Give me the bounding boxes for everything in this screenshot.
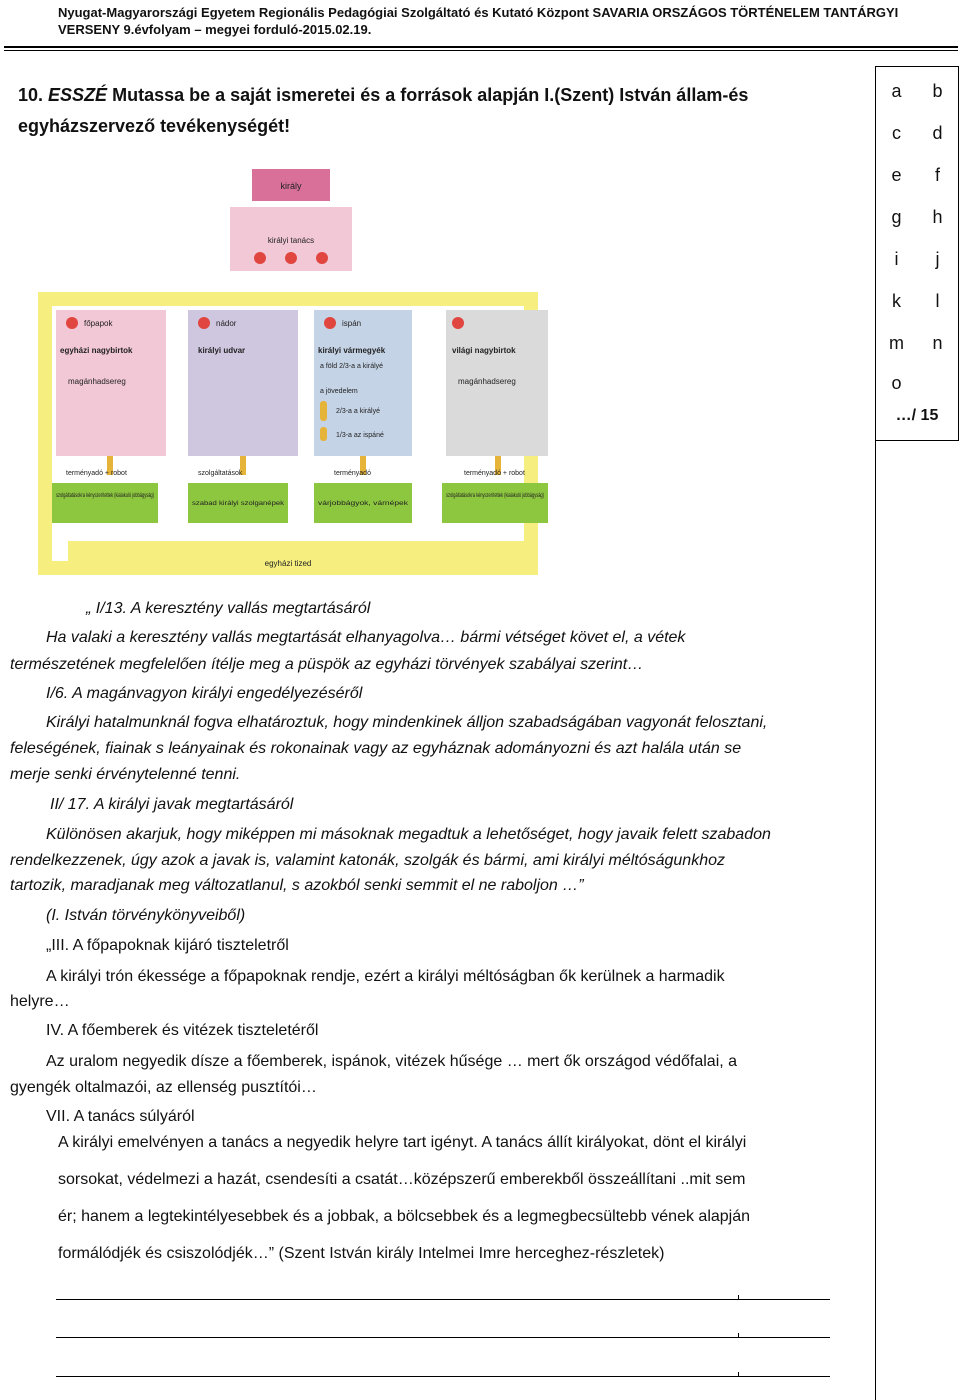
source-3-line: tartozik, maradjanak meg változatlanul, s azokból senki semmit el ne raboljon …” [10,877,584,894]
szabad-label: szabad királyi szolganépek [192,500,285,507]
score-cell: i [894,249,899,269]
kiralyi-varmegyek-label: királyi vármegyék [318,346,386,355]
task-title [18,80,856,142]
score-row [876,333,958,354]
score-cell: o [891,373,902,393]
kiraly-label: király [280,181,302,191]
jovedelem-label: a jövedelem [320,388,358,395]
score-cell: e [891,165,902,185]
score-cell: b [932,81,943,101]
task-text-2: egyházszervező tevékenységét! [18,116,291,136]
source-3-reference: (I. István törvénykönyveiből) [46,907,246,924]
fold-label: a föld 2/3-a a királyé [320,363,384,370]
source-2-line: feleségének, fiainak s leányainak és rokonainak vagy az egyháznak adományozni és azt halála után se [10,740,742,757]
header-rule [4,46,958,48]
source-6-line: sorsokat, védelmezi a hazát, csendesíti a csatát…középszerű emberekből összeállítani ..mit sem [58,1171,746,1188]
nador-label: nádor [216,319,237,328]
score-total: …/ 15 [895,407,939,424]
source-2-title: I/6. A magánvagyon királyi engedélyezéséről [46,685,363,702]
source-5-line: Az uralom negyedik dísze a főemberek, ispánok, vitézek hűsége … mert ők országod védőfalai, a [46,1053,738,1070]
score-cell: f [934,165,940,185]
score-column-line [875,440,876,1400]
answer-line-tick [738,1295,739,1300]
score-cell [917,373,958,394]
score-row [876,123,958,144]
fopapok-label: főpapok [84,319,113,328]
kiralyi-udvar-label: királyi udvar [198,346,246,355]
source-4-title: „III. A főpapoknak kijáró tiszteletről [46,937,289,954]
score-cell: m [889,333,904,353]
score-cell: h [932,207,943,227]
coin-icon [320,427,327,441]
green-box [442,483,548,523]
ispan-dot [324,317,336,329]
source-3-title: II/ 17. A királyi javak megtartásáról [50,796,294,813]
source-6-title: VII. A tanács súlyáról [46,1108,195,1125]
maganhadsereg-label-2: magánhadsereg [458,377,516,386]
score-cell: j [935,249,940,269]
score-box [875,66,959,441]
score-cell: g [891,207,902,227]
council-dot [285,252,297,264]
score-cell: l [935,291,940,311]
kiralyi-tanacs-label: királyi tanács [267,236,315,245]
task-label: ESSZÉ [48,85,108,105]
state-structure-diagram [38,165,554,579]
nador-dot [198,317,210,329]
varjobbagyok-label: várjobbágyok, várnépek [318,500,409,507]
yellow-band-top [38,292,538,306]
header-line-1: Nyugat-Magyarországi Egyetem Regionális Pedagógiai Szolgáltató és Kutató Központ SAVARIA ORSZÁGOS TÖRTÉNELEM TANTÁRGYI [58,5,899,20]
szolg-label-1: szolgáltatásokra kényszerítettek (kialakuló jobbágyság) [56,492,154,499]
task-number: 10. [18,85,44,105]
score-row [876,81,958,102]
termenyado-robot-label-2: terményadó + robot [464,470,525,477]
vilagi-nagybirtok-label: világi nagybirtok [452,346,516,355]
score-cell: n [932,333,943,353]
source-2-line: Királyi hatalmunknál fogva elhatároztuk, hogy mindenkinek álljon szabadságában vagyonát felosztani, [46,714,768,731]
egyharmad-label: 1/3-a az ispáné [336,432,384,439]
vilagi-dot [452,317,464,329]
answer-line[interactable] [56,1337,830,1338]
ketharmad-label: 2/3-a a királyé [336,408,380,415]
source-5-line: gyengék oltalmazói, az ellenség pusztítói… [10,1079,317,1096]
source-4-line: A királyi trón ékessége a főpapoknak rendje, ezért a királyi méltóságban ők kerülnek a harmadik [46,968,725,985]
ispan-label: ispán [342,319,362,328]
coin-icon [320,401,327,421]
answer-line-tick [738,1333,739,1338]
task-text-1: Mutassa be a saját ismeretei és a források alapján I.(Szent) István állam-és [107,85,749,105]
termenyado-robot-label-1: terményadó + robot [66,470,127,477]
egyhazi-nagybirtok-label: egyházi nagybirtok [60,346,133,355]
score-cell: a [891,81,902,101]
answer-line[interactable] [56,1376,830,1377]
council-dot [316,252,328,264]
source-1-line: Ha valaki a keresztény vallás megtartását elhanyagolva… bármi vétséget követ el, a vétek [46,629,686,646]
source-2-line: merje senki érvénytelenné tenni. [10,766,241,783]
yellow-band-left [38,292,52,575]
termenyado-label: terményadó [334,470,371,477]
score-row [876,207,958,228]
header-rule-thin [4,50,958,51]
source-6-line: ér; hanem a legtekintélyesebbek és a jobbak, a bölcsebbek és a legmegbecsültebb vének alapján [58,1208,751,1225]
source-6-line: A királyi emelvényen a tanács a negyedik helyre tart igényt. A tanács állít királyokat, dönt el királyi [58,1134,747,1151]
source-1-line: természetének megfelelően ítélje meg a püspök az egyházi törvények szabályai szerint… [10,656,644,673]
score-row [876,373,958,394]
maganhadsereg-label-1: magánhadsereg [68,377,126,386]
yellow-tithe-band [68,541,528,561]
score-cell: k [892,291,901,311]
score-cell: d [932,123,943,143]
source-3-line: rendelkezzenek, úgy azok a javak is, valamint katonák, szolgák és bármi, ami királyi méltóságunkhoz [10,852,725,869]
source-5-title: IV. A főemberek és vitézek tiszteletéről [46,1022,319,1039]
header-line-2: VERSENY 9.évfolyam – megyei forduló-2015.02.19. [58,22,372,37]
szolg-label-2: szolgáltatásokra kényszerítettek (kialakuló jobbágyság) [446,492,544,499]
score-row [876,291,958,312]
green-box [52,483,158,523]
score-row [876,249,958,270]
nador-panel [188,310,298,456]
source-1-title: „ I/13. A keresztény vallás megtartásáról [86,600,371,617]
answer-line-tick [738,1372,739,1377]
score-cell: c [892,123,901,143]
egyhazi-tized-label: egyházi tized [264,559,312,568]
council-dot [254,252,266,264]
fopapok-dot [66,317,78,329]
source-3-line: Különösen akarjuk, hogy miképpen mi másoknak megadtuk a lehetőséget, hogy javaik felett szabadon [46,826,771,843]
answer-line[interactable] [56,1299,830,1300]
source-4-line: helyre… [10,993,70,1010]
score-row [876,165,958,186]
szolgaltatasok-label: szolgáltatások [198,470,243,477]
document-header [58,4,948,38]
source-6-line: formálódjék és csiszolódjék…” (Szent István király Intelmei Imre herceghez-részletek) [58,1245,665,1262]
score-box-bottom [875,440,958,441]
